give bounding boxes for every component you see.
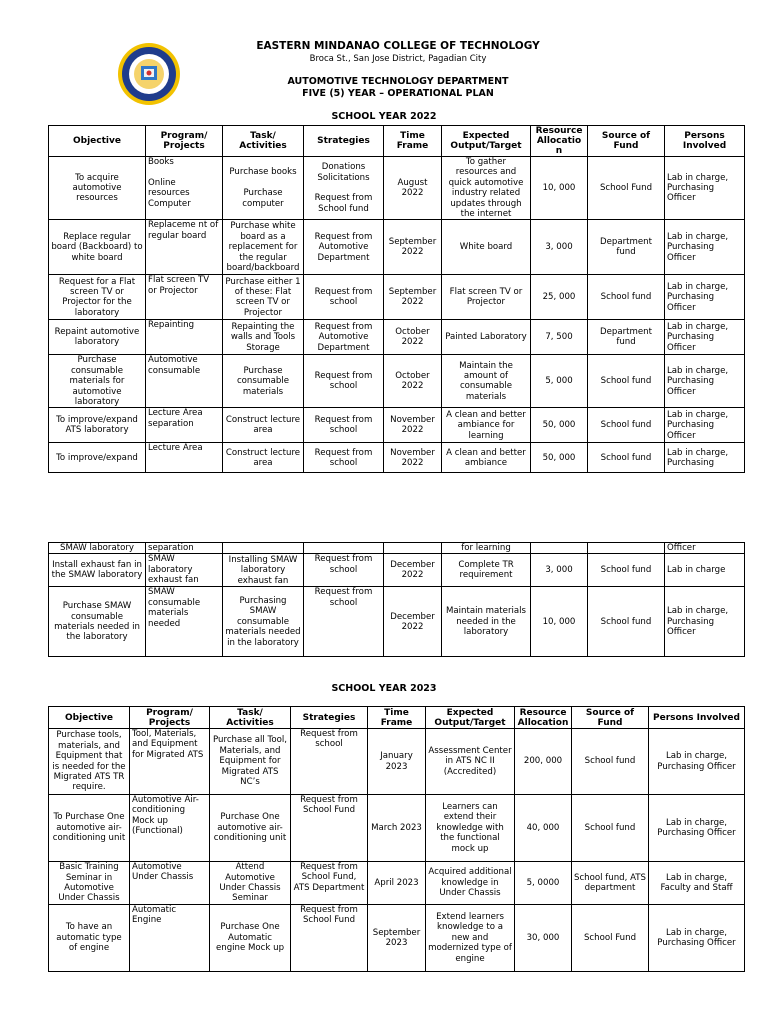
- college-name: EASTERN MINDANAO COLLEGE OF TECHNOLOGY: [256, 40, 540, 52]
- cell-resource: 50, 000: [531, 443, 588, 473]
- col-header-program: Program/ Projects: [130, 707, 210, 729]
- school-year-2023-title: SCHOOL YEAR 2023: [331, 683, 437, 694]
- cell-strategies: Request from school: [304, 587, 384, 657]
- cell-time: December 2022: [384, 554, 442, 587]
- cell-output: Complete TR requirement: [442, 554, 531, 587]
- cell-output: White board: [442, 220, 531, 275]
- cell-task: Purchase books Purchase computer: [223, 157, 304, 220]
- cell-fund: [588, 543, 665, 554]
- cell-resource: 30, 000: [515, 905, 572, 972]
- cell-persons: Lab in charge, Purchasing Officer: [649, 905, 745, 972]
- cell-resource: 5, 0000: [515, 862, 572, 905]
- cell-task: Purchase white board as a replacement for the regular board/backboard: [223, 220, 304, 275]
- cell-objective: Purchase tools, materials, and Equipment that is needed for the Migrated ATS TR require.: [49, 729, 130, 795]
- cell-task: Purchasing SMAW consumable materials needed in the laboratory: [223, 587, 304, 657]
- cell-resource: 3, 000: [531, 220, 588, 275]
- cell-objective: To acquire automotive resources: [49, 157, 146, 220]
- cell-objective: To improve/expand ATS laboratory: [49, 408, 146, 443]
- table-row: [49, 443, 745, 473]
- cell-resource: [531, 543, 588, 554]
- cell-output: for learning: [442, 543, 531, 554]
- cell-output: Extend learners knowledge to a new and modernized type of engine: [426, 905, 515, 972]
- cell-fund: School fund: [572, 729, 649, 795]
- cell-task: Construct lecture area: [223, 443, 304, 473]
- cell-resource: 50, 000: [531, 408, 588, 443]
- cell-objective: To Purchase One automotive air-conditioning unit: [49, 795, 130, 862]
- table-row: [49, 862, 745, 905]
- cell-persons: Lab in charge: [665, 554, 745, 587]
- cell-time: April 2023: [368, 862, 426, 905]
- cell-fund: School fund: [588, 355, 665, 408]
- col-header-persons: Persons Involved: [665, 126, 745, 157]
- cell-objective: Replace regular board (Backboard) to white board: [49, 220, 146, 275]
- cell-strategies: Request from school: [291, 729, 368, 795]
- col-header-task: Task/ Activities: [223, 126, 304, 157]
- cell-objective: Install exhaust fan in the SMAW laboratory: [49, 554, 146, 587]
- col-header-objective: Objective: [49, 126, 146, 157]
- cell-output: Assessment Center in ATS NC II (Accredited): [426, 729, 515, 795]
- cell-output: Learners can extend their knowledge with the functional mock up: [426, 795, 515, 862]
- cell-strategies: Request from school: [304, 443, 384, 473]
- cell-objective: Purchase SMAW consumable materials needed in the laboratory: [49, 587, 146, 657]
- col-header-objective: Objective: [49, 707, 130, 729]
- cell-persons: Lab in charge, Purchasing Officer: [665, 587, 745, 657]
- cell-task: [223, 543, 304, 554]
- cell-output: Maintain materials needed in the laboratory: [442, 587, 531, 657]
- cell-output: A clean and better ambiance for learning: [442, 408, 531, 443]
- school-year-2022-title: SCHOOL YEAR 2022: [331, 111, 437, 122]
- college-address: Broca St., San Jose District, Pagadian City: [309, 54, 487, 64]
- cell-program: Automatic Engine: [130, 905, 210, 972]
- cell-strategies: Request from Automotive Department: [304, 320, 384, 355]
- cell-program: Automotive consumable: [146, 355, 223, 408]
- cell-time: August 2022: [384, 157, 442, 220]
- table-header-row: [49, 707, 745, 729]
- cell-fund: School Fund: [588, 157, 665, 220]
- cell-resource: 5, 000: [531, 355, 588, 408]
- cell-persons: Lab in charge, Faculty and Staff: [649, 862, 745, 905]
- cell-task: Purchase all Tool, Materials, and Equipment for Migrated ATS NC’s: [210, 729, 291, 795]
- cell-persons: Officer: [665, 543, 745, 554]
- cell-program: Flat screen TV or Projector: [146, 275, 223, 320]
- col-header-time-frame: Time Frame: [368, 707, 426, 729]
- table-row: [49, 587, 745, 657]
- cell-task: Purchase One automotive air-conditioning unit: [210, 795, 291, 862]
- cell-time: September 2022: [384, 220, 442, 275]
- cell-strategies: Request from school: [304, 554, 384, 587]
- table-row: [49, 554, 745, 587]
- cell-persons: Lab in charge, Purchasing Officer: [665, 408, 745, 443]
- cell-time: October 2022: [384, 355, 442, 408]
- col-header-expected-output: Expected Output/Target: [426, 707, 515, 729]
- cell-resource: 25, 000: [531, 275, 588, 320]
- department-title: AUTOMOTIVE TECHNOLOGY DEPARTMENT: [287, 76, 509, 87]
- cell-fund: Department fund: [588, 220, 665, 275]
- cell-resource: 10, 000: [531, 587, 588, 657]
- cell-output: A clean and better ambiance: [442, 443, 531, 473]
- cell-objective: Basic Training Seminar in Automotive Under Chassis: [49, 862, 130, 905]
- cell-task: Construct lecture area: [223, 408, 304, 443]
- cell-fund: School fund: [588, 587, 665, 657]
- cell-time: September 2023: [368, 905, 426, 972]
- cell-fund: School fund: [588, 408, 665, 443]
- cell-strategies: Donations Solicitations Request from School fund: [304, 157, 384, 220]
- cell-resource: 40, 000: [515, 795, 572, 862]
- cell-objective: To improve/expand: [49, 443, 146, 473]
- cell-program: Lecture Area separation: [146, 408, 223, 443]
- plan-title: FIVE (5) YEAR – OPERATIONAL PLAN: [302, 88, 494, 99]
- cell-persons: Lab in charge, Purchasing: [665, 443, 745, 473]
- cell-strategies: Request from School Fund: [291, 905, 368, 972]
- table-header-row: [49, 126, 745, 157]
- table-row: [49, 543, 745, 554]
- table-row: [49, 355, 745, 408]
- cell-resource: 10, 000: [531, 157, 588, 220]
- cell-strategies: [304, 543, 384, 554]
- cell-time: November 2022: [384, 443, 442, 473]
- cell-task: Repainting the walls and Tools Storage: [223, 320, 304, 355]
- cell-strategies: Request from School Fund: [291, 795, 368, 862]
- cell-output: Flat screen TV or Projector: [442, 275, 531, 320]
- cell-task: Purchase One Automatic engine Mock up: [210, 905, 291, 972]
- cell-strategies: Request from school: [304, 275, 384, 320]
- cell-persons: Lab in charge, Purchasing Officer: [665, 220, 745, 275]
- cell-fund: School fund, ATS department: [572, 862, 649, 905]
- cell-fund: School fund: [572, 795, 649, 862]
- cell-program: separation: [146, 543, 223, 554]
- cell-task: Installing SMAW laboratory exhaust fan: [223, 554, 304, 587]
- cell-output: Painted Laboratory: [442, 320, 531, 355]
- cell-time: December 2022: [384, 587, 442, 657]
- cell-persons: Lab in charge, Purchasing Officer: [665, 355, 745, 408]
- col-header-source-fund: Source of Fund: [572, 707, 649, 729]
- cell-strategies: Request from Automotive Department: [304, 220, 384, 275]
- cell-output: To gather resources and quick automotive industry related updates through the internet: [442, 157, 531, 220]
- cell-program: Books Online resources Computer: [146, 157, 223, 220]
- cell-task: Attend Automotive Under Chassis Seminar: [210, 862, 291, 905]
- cell-program: Repainting: [146, 320, 223, 355]
- col-header-task: Task/ Activities: [210, 707, 291, 729]
- cell-time: September 2022: [384, 275, 442, 320]
- cell-time: [384, 543, 442, 554]
- cell-program: SMAW consumable materials needed: [146, 587, 223, 657]
- col-header-resource: Resource Allocation: [515, 707, 572, 729]
- col-header-persons: Persons Involved: [649, 707, 745, 729]
- table-row: [49, 795, 745, 862]
- cell-fund: School fund: [588, 443, 665, 473]
- table-row: [49, 729, 745, 795]
- operational-plan-table-2023: [48, 706, 745, 972]
- table-row: [49, 157, 745, 220]
- cell-time: January 2023: [368, 729, 426, 795]
- cell-strategies: Request from school: [304, 355, 384, 408]
- table-row: [49, 275, 745, 320]
- cell-strategies: Request from School Fund, ATS Department: [291, 862, 368, 905]
- cell-objective: SMAW laboratory: [49, 543, 146, 554]
- cell-objective: To have an automatic type of engine: [49, 905, 130, 972]
- col-header-expected-output: Expected Output/Target: [442, 126, 531, 157]
- cell-program: SMAW laboratory exhaust fan: [146, 554, 223, 587]
- cell-fund: School fund: [588, 275, 665, 320]
- col-header-program: Program/ Projects: [146, 126, 223, 157]
- cell-program: Replaceme nt of regular board: [146, 220, 223, 275]
- cell-strategies: Request from school: [304, 408, 384, 443]
- col-header-source-fund: Source of Fund: [588, 126, 665, 157]
- cell-fund: School fund: [588, 554, 665, 587]
- cell-task: Purchase either 1 of these: Flat screen TV or Projector: [223, 275, 304, 320]
- cell-persons: Lab in charge, Purchasing Officer: [649, 729, 745, 795]
- cell-objective: Purchase consumable materials for automotive laboratory: [49, 355, 146, 408]
- cell-time: March 2023: [368, 795, 426, 862]
- table-row: [49, 905, 745, 972]
- operational-plan-table-2022: [48, 125, 745, 473]
- col-header-time-frame: Time Frame: [384, 126, 442, 157]
- cell-output: Acquired additional knowledge in Under Chassis: [426, 862, 515, 905]
- cell-persons: Lab in charge, Purchasing Officer: [649, 795, 745, 862]
- cell-program: Automotive Under Chassis: [130, 862, 210, 905]
- cell-persons: Lab in charge, Purchasing Officer: [665, 275, 745, 320]
- cell-fund: Department fund: [588, 320, 665, 355]
- col-header-resource: Resource Allocatio n: [531, 126, 588, 157]
- cell-persons: Lab in charge, Purchasing Officer: [665, 157, 745, 220]
- cell-resource: 7, 500: [531, 320, 588, 355]
- cell-output: Maintain the amount of consumable materials: [442, 355, 531, 408]
- cell-resource: 3, 000: [531, 554, 588, 587]
- cell-program: Lecture Area: [146, 443, 223, 473]
- operational-plan-table-2022-continued: [48, 542, 745, 657]
- table-row: [49, 320, 745, 355]
- cell-program: Automotive Air-conditioning Mock up (Functional): [130, 795, 210, 862]
- cell-resource: 200, 000: [515, 729, 572, 795]
- table-row: [49, 408, 745, 443]
- cell-time: November 2022: [384, 408, 442, 443]
- col-header-strategies: Strategies: [291, 707, 368, 729]
- cell-time: October 2022: [384, 320, 442, 355]
- cell-task: Purchase consumable materials: [223, 355, 304, 408]
- col-header-strategies: Strategies: [304, 126, 384, 157]
- cell-fund: School Fund: [572, 905, 649, 972]
- cell-objective: Repaint automotive laboratory: [49, 320, 146, 355]
- table-row: [49, 220, 745, 275]
- cell-objective: Request for a Flat screen TV or Projector for the laboratory: [49, 275, 146, 320]
- cell-program: Tool, Materials, and Equipment for Migrated ATS: [130, 729, 210, 795]
- cell-persons: Lab in charge, Purchasing Officer: [665, 320, 745, 355]
